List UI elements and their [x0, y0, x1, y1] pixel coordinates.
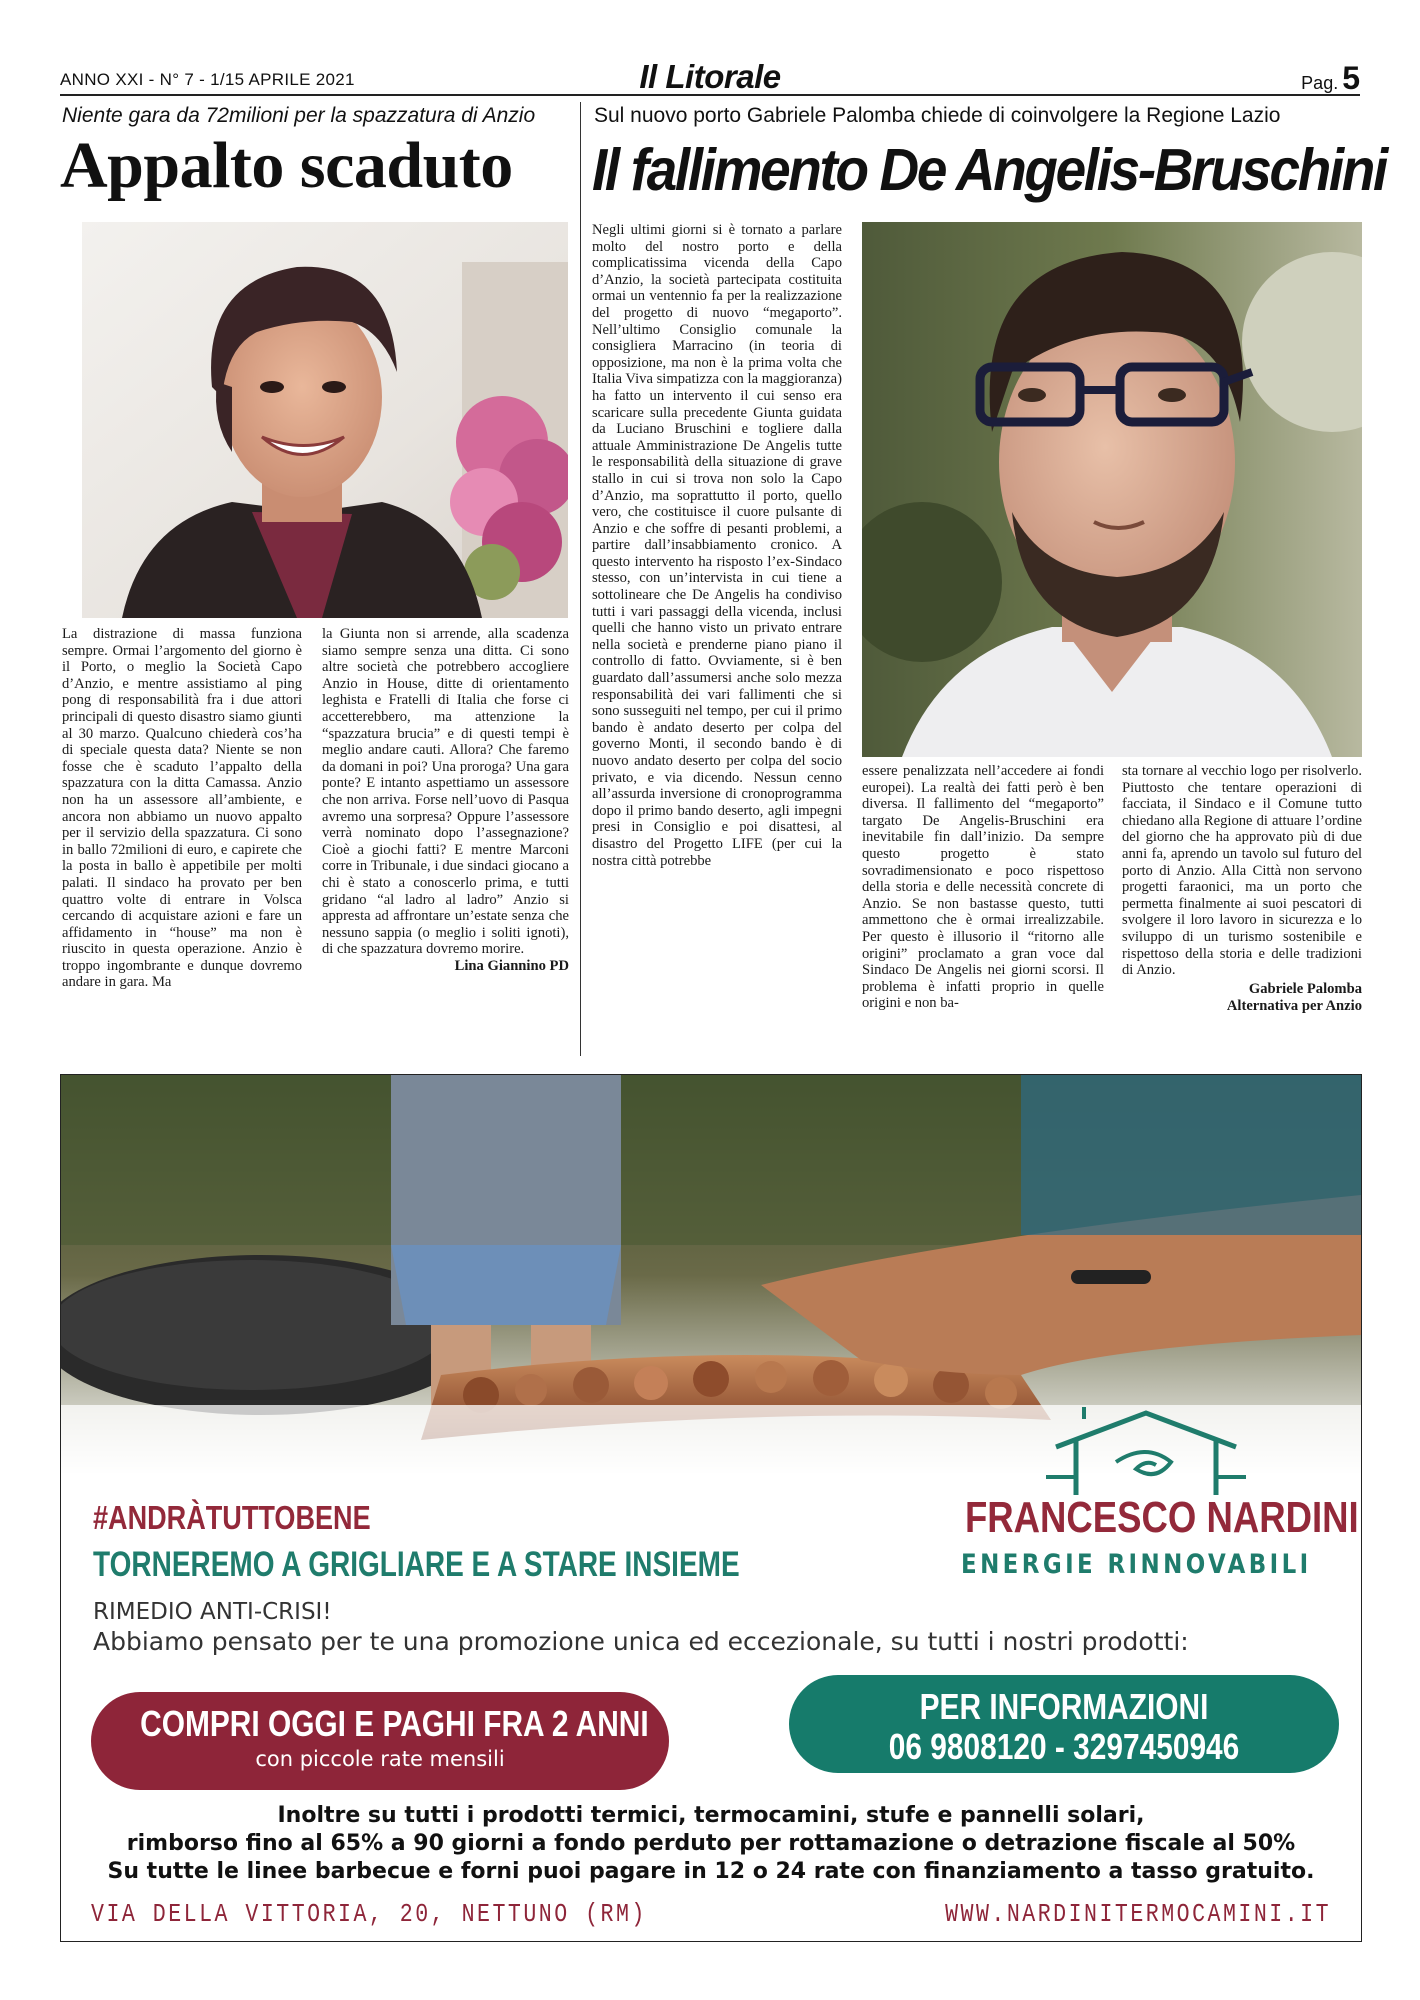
right-article-col-3: [1122, 763, 1362, 1015]
photo-lina-giannino: [82, 222, 568, 618]
page-number-value: 5: [1342, 60, 1360, 96]
ad-tagline: TORNEREMO A GRIGLIARE E A STARE INSIEME: [93, 1545, 740, 1584]
ad-website: WWW.NARDINITERMOCAMINI.IT: [944, 1899, 1331, 1929]
ad-address: VIA DELLA VITTORIA, 20, NETTUNO (RM): [91, 1899, 647, 1929]
left-article-col-2: [322, 626, 569, 975]
right-byline-name: Gabriele Palomba: [1248, 980, 1362, 997]
info-banner: [789, 1675, 1339, 1773]
page-label: Pag.: [1301, 73, 1339, 93]
right-article-col-3-text: sta tornare al vecchio logo per risolverlo. Piuttosto che tentare operazioni di facciata, il Sindaco e il Comune tutto chiedano alla Regione di attuare l’ordine del giorno che ha approvato più di due anni fa, aprendo un tavolo sul futuro del porto di Anzio. Alla Città non servono progetti faraonici, ma un porto che permetta finalmente ai suoi pescatori di svolgere il loro lavoro in sicurezza e lo sviluppo di un turismo sostenibile e rispettoso della storia e delle tradizioni di Anzio.: [1122, 763, 1362, 979]
photo-gabriele-palomba: [862, 222, 1362, 757]
left-article-col-2-text: la Giunta non si arrende, alla scadenza siamo sempre senza una ditta. Ci sono altre società che potrebbero accogliere Anzio in House, ditte di orientamento leghista e Fratelli di Italia che forse ci accetterebbero, ma attenzione la “spazzatura brucia” e di questi tempi è meglio andare cauti. Allora? Che faremo da domani in poi? Una proroga? Una gara ponte? E intanto aspettiamo un assessore che non arriva. Forse nell’uovo di Pasqua avremo una sorpresa? Oppure l’assessore verrà nominato dopo l’assegnazione? Cioè a giochi fatti? E mentre Marconi corre in Tribunale, i due sindaci giocano a chi è stato a conoscerlo prima, e tutti gridano “al ladro al ladro” Anzio si appresta ad affrontare un’estate senza che nessuno sappia (o meglio i soliti ignoti), di che spazzatura dovremo morire.: [322, 626, 569, 958]
ad-hashtag: #ANDRÀTUTTOBENE: [93, 1499, 371, 1536]
ad-line-2: rimborso fino al 65% a 90 giorni a fondo perduto per rottamazione o detrazione fiscale al 50%: [126, 1831, 1296, 1856]
buy-now-sub: con piccole rate mensili: [255, 1747, 505, 1771]
house-logo-icon: [1046, 1407, 1246, 1497]
info-title: PER INFORMAZIONI: [919, 1686, 1209, 1727]
issue-info: ANNO XXI - N° 7 - 1/15 APRILE 2021: [60, 70, 355, 89]
ad-line-1: Inoltre su tutti i prodotti termici, termocamini, stufe e pannelli solari,: [277, 1803, 1145, 1828]
info-phones: 06 9808120 - 3297450946: [888, 1726, 1240, 1767]
column-divider: [580, 102, 581, 1056]
brand-subtitle: ENERGIE RINNOVABILI: [961, 1549, 1312, 1580]
right-article-col-2: essere penalizzata nell’accedere ai fondi europei). La realtà dei fatti però è ben diversa. Il fallimento del “megaporto” targato De Angelis-Bruschini era inevitabile fin dall’inizio. Da sempre questo progetto è stato sovradimensionato e poco rispettoso della storia e delle necessità concrete di Anzio. Se non bastasse questo, tutti ammettono che è ormai irrealizzabile. Per questo è illusorio il “ritorno alle origini” proclamato a gran voce dal Sindaco De Angelis nei giorni scorsi. Il problema è infatti proprio in quelle origini e non ba-: [862, 763, 1104, 1012]
right-article-col-1: Negli ultimi giorni si è tornato a parlare molto del nostro porto e della complicatissima vicenda della Capo d’Anzio, la società partecipata costituita ormai un ventennio fa per la realizzazione del progetto di nuovo “megaporto”. Nell’ultimo Consiglio comunale la consigliera Marracino (in teoria di opposizione, ma non è la prima volta che Italia Viva simpatizza con la maggioranza) ha fatto un intervento il cui senso era scaricare sulla precedente Giunta guidata da Luciano Bruschini e togliere dalla attuale Amministrazione De Angelis tutte le responsabilità della situazione di grave stallo in cui si trova non solo la Capo d’Anzio, ma soprattutto il porto, quello vero, che costituisce il cuore pulsante di Anzio e che soffre di pesanti problemi, a partire dall’insabbiamento cronico. A questo intervento ha risposto l’ex-Sindaco stesso, con un’intervista in cui tiene a sottolineare che De Angelis ha condiviso tutti i vari passaggi della vicenda, inclusi quelli che hanno visto un privato entrare nella società e prenderne piano piano il controllo di fatto. Ovviamente, si è ben guardato dall’assumersi anche solo mezza responsabilità dei vari fallimenti che si sono susseguiti nel tempo, per cui il primo bando è andato deserto per colpa del governo Monti, il secondo bando è di nuovo andato deserto per colpa del socio privato, e via dicendo. Nessun cenno all’assurda inversione di cronoprogramma dopo il primo bando deserto, agli impegni presi in Consiglio e poi disattesi, al disastro del Progetto LIFE (per cui la nostra città potrebbe: [592, 222, 842, 869]
right-kicker: Sul nuovo porto Gabriele Palomba chiede di coinvolgere la Regione Lazio: [594, 104, 1281, 127]
ad-line-3: Su tutte le linee barbecue e forni puoi pagare in 12 o 24 rate con finanziamento a tasso gratuito.: [107, 1859, 1315, 1884]
ad-promo-text: Abbiamo pensato per te una promozione unica ed eccezionale, su tutti i nostri prodotti:: [93, 1627, 1189, 1656]
left-headline: Appalto scaduto: [60, 129, 513, 202]
left-article-col-1: La distrazione di massa funziona sempre. Ormai l’argomento del giorno è il Porto, o meglio la Società Capo d’Anzio, e mentre assistiamo al ping pong di responsabilità fra i due attori principali di questo disastro siamo giunti al 30 marzo. Qualcuno chiederà cos’ha di speciale questa data? Niente se non fosse che è scaduto l’appalto della spazzatura con la ditta Camassa. Anzio non ha un assessore all’ambiente, e ancora non abbiamo un nuovo appalto per il servizio della spazzatura. Ci sono in ballo 72milioni di euro, e capirete che la posta in ballo è appetibile per molti palati. Il sindaco ha provato per ben quattro volte di entrare in Volsca cercando di acquistare azioni e fare un affidamento in “house” ma non è riuscito in questa operazione. Anzio è troppo ingombrante e dunque dovremo andare in gara. Ma: [62, 626, 302, 991]
left-byline: Lina Giannino PD: [454, 957, 569, 974]
buy-now-main: COMPRI OGGI E PAGHI FRA 2 ANNI: [140, 1703, 649, 1744]
right-byline-party: Alternativa per Anzio: [1226, 997, 1362, 1014]
nardini-advertisement: [60, 1074, 1362, 1942]
brand-name: FRANCESCO NARDINI: [965, 1493, 1359, 1542]
newspaper-title: Il Litorale: [639, 58, 781, 95]
right-headline: Il fallimento De Angelis-Bruschini: [592, 137, 1386, 203]
masthead: [60, 56, 1360, 96]
ad-rimedio: RIMEDIO ANTI-CRISI!: [93, 1599, 332, 1625]
buy-now-pay-later-banner: [91, 1692, 669, 1790]
page-number: [1301, 60, 1360, 97]
left-kicker: Niente gara da 72milioni per la spazzatura di Anzio: [62, 104, 536, 127]
